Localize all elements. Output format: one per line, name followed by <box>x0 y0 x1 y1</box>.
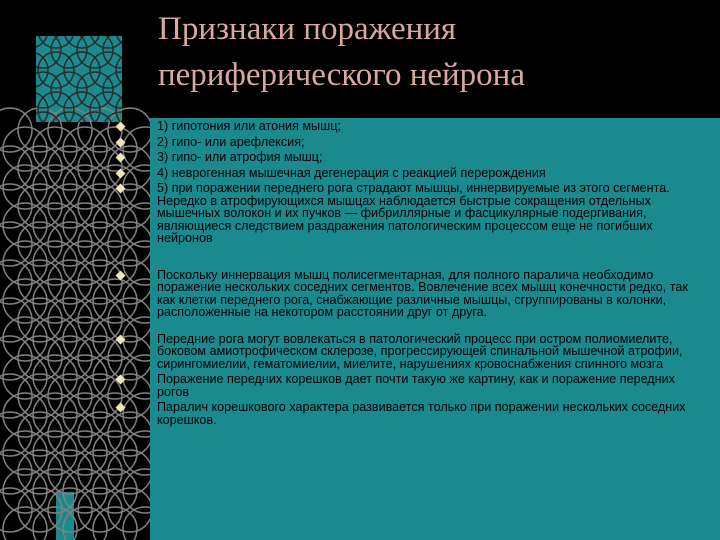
decorative-circle <box>0 488 32 532</box>
decorative-circle <box>0 374 32 418</box>
decorative-circle <box>129 32 150 68</box>
decorative-circle <box>0 184 32 228</box>
list-item <box>110 120 705 133</box>
slide-title <box>158 6 698 98</box>
decorative-circle <box>0 260 32 304</box>
list-item <box>110 167 705 180</box>
decorative-circle <box>0 336 32 380</box>
list-item <box>110 151 705 164</box>
decorative-circle <box>129 72 150 108</box>
list-item-text: Поскольку иннервация мышц полисегментарная, для полного паралича необходимо поражение нескольких соседних сегментов. Вовлечение всех мышц конечности редко, так как клетки переднего рога, снабжающие различные мышцы, сгруппированы в колонки, расположенные на некотором расстоянии друг от друга. <box>157 267 688 319</box>
diamond-bullet-icon <box>116 270 126 280</box>
decorative-circle <box>0 412 32 456</box>
list-item <box>110 333 705 371</box>
decorative-circle <box>0 298 32 342</box>
list-item-text: 4) неврогенная мышечная дегенерация с реакцией перерождения <box>157 165 546 180</box>
list-item <box>110 373 705 398</box>
diamond-bullet-icon <box>116 375 126 385</box>
list-item-text: 3) гипо- или атрофия мышц; <box>157 150 323 164</box>
diamond-bullet-icon <box>116 184 126 194</box>
list-item-text: 1) гипотония или атония мышц; <box>157 119 341 133</box>
list-item <box>110 401 705 426</box>
diamond-bullet-icon <box>116 153 126 163</box>
diamond-bullet-icon <box>116 168 126 178</box>
slide-title-line-2: периферического нейрона <box>158 57 525 93</box>
decorative-circle <box>116 12 150 48</box>
decorative-circle <box>0 222 32 266</box>
list-item-text: Поражение передних корешков дает почти такую же картину, как и поражение передних рогов <box>157 372 675 399</box>
diamond-bullet-icon <box>116 334 126 344</box>
list-item <box>110 269 705 319</box>
diamond-bullet-icon <box>116 122 126 132</box>
decorative-circle <box>0 450 32 494</box>
decorative-circle <box>0 146 32 190</box>
list-item-text: 2) гипо- или арефлексия; <box>157 134 305 149</box>
slide-title-line-1: Признаки поражения <box>158 11 457 47</box>
bullet-list <box>110 120 705 429</box>
diamond-bullet-icon <box>116 403 126 413</box>
list-item-text: Паралич корешкового характера развивается только при поражении нескольких соседних корешков. <box>157 400 686 427</box>
decorative-circle <box>0 108 32 152</box>
diamond-bullet-icon <box>116 137 126 147</box>
list-item <box>110 136 705 149</box>
list-item-text: 5) при поражении переднего рога страдают мышцы, иннервируемые из этого сегмента. Нередко в атрофирующихся мышцах наблюдается быстрые сокращения отдельных мышечных волокон и их пучков — фибриллярные и фасцикулярные подергивания, являющиеся следствием раздражения патологическим процессом еще не погибших нейронов <box>157 181 670 245</box>
list-item-text: Передние рога могут вовлекаться в патологический процесс при остром полиомиелите, боковом амиотрофическом склерозе, прогрессирующей спинальной мышечной атрофии, сирингомиелии, гематомиелии, миелите, нарушениях кровоснабжения спинного мозга <box>157 331 683 371</box>
list-item <box>110 182 705 245</box>
